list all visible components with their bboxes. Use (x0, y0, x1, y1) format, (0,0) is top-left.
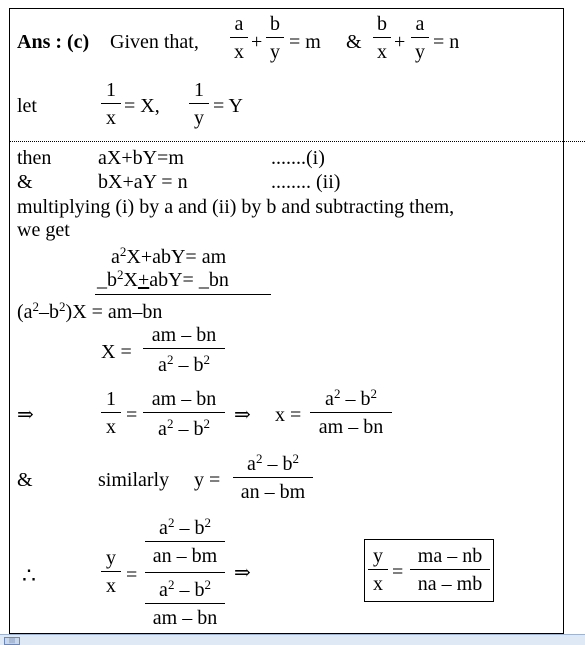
fraction-1-over-x: 1 x (101, 80, 121, 128)
fraction-y-over-x: y x (101, 548, 121, 596)
implies-arrow: ⇒ (17, 404, 34, 426)
similarly-label: similarly (98, 469, 170, 491)
answer-label: Ans : (c) (17, 31, 90, 53)
ampersand: & (17, 469, 33, 491)
compound-fraction-numerator: $a^2 - b^2$ an – bm (145, 516, 225, 566)
compound-fraction-denominator: $a^2 - b^2$ am – bn (145, 578, 225, 628)
step-line-1: $a^2X+abY=$ am (111, 244, 227, 268)
fraction-X-value: am – bn $a^2 - b^2$ (143, 325, 225, 375)
given-that-text: Given that, (110, 31, 199, 53)
equals-sign: = (126, 404, 138, 426)
x-equals-label: x = (275, 404, 302, 426)
horizontal-scrollbar[interactable] (0, 634, 585, 645)
plus-sign: + (251, 31, 263, 53)
equals-sign: = (392, 561, 404, 583)
equation-ii: bX+aY = n (98, 171, 188, 193)
equals-m: = m (289, 31, 321, 53)
equation-ii-tag: ........ (ii) (271, 171, 341, 193)
equals-X: = X, (124, 95, 160, 117)
implies-arrow: ⇒ (234, 404, 251, 426)
subtraction-rule (95, 294, 271, 295)
fraction-a-over-x: a x (230, 14, 248, 62)
fraction-b-over-x: b x (373, 14, 391, 62)
fraction-x-value: $a^2 - b^2$ am – bn (310, 387, 392, 437)
plus-sign: + (394, 31, 406, 53)
fraction-1-over-x: 1 x (101, 389, 121, 437)
equals-sign: = (126, 564, 138, 586)
fraction-b-over-y: b y (266, 14, 284, 62)
compound-fraction-bar (145, 572, 225, 573)
instruction-line-1: multiplying (i) by a and (ii) by b and subtracting them, (17, 196, 455, 218)
step-line-2: $\_b^2X+abY=$ _bn (97, 267, 229, 291)
instruction-line-2: we get (17, 219, 70, 241)
then-label: then (17, 147, 52, 169)
fraction-reciprocal-value: am – bn $a^2 - b^2$ (143, 389, 225, 439)
ampersand: & (346, 31, 362, 53)
fraction-a-over-y: a y (411, 14, 429, 62)
y-equals-label: y = (194, 469, 221, 491)
final-fraction-y-over-x: y x (368, 546, 388, 594)
ampersand: & (17, 171, 33, 193)
equals-Y: = Y (213, 95, 243, 117)
implies-arrow: ⇒ (234, 562, 251, 584)
therefore-symbol: ∴ (22, 563, 36, 588)
fraction-1-over-y: 1 y (189, 80, 209, 128)
equation-i: aX+bY=m (98, 147, 184, 169)
result-line: $(a^2-b^2)X = am-bn$ (17, 299, 163, 323)
X-equals-label: X = (101, 341, 132, 363)
equals-n: = n (433, 31, 460, 53)
let-label: let (17, 95, 37, 117)
equation-i-tag: .......(i) (271, 147, 325, 169)
dotted-separator (9, 141, 585, 142)
scrollbar-grip-icon[interactable]: ||| (4, 637, 20, 645)
final-fraction-result: ma – nb na – mb (410, 546, 490, 594)
fraction-y-value: $a^2 - b^2$ an – bm (233, 452, 313, 502)
